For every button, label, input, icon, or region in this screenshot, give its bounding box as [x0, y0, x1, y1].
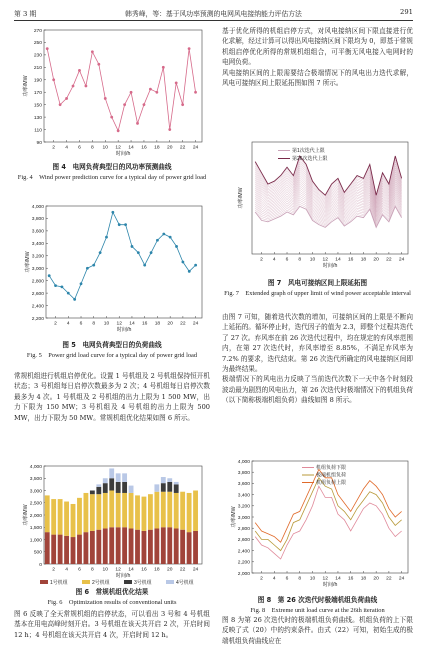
y-tick-label: 190: [33, 78, 42, 84]
x-tick-label: 22: [179, 145, 186, 151]
data-point: [150, 251, 153, 254]
bar-segment: [64, 502, 69, 536]
bar-segment: [45, 532, 50, 564]
y-axis-label: 功率/MW: [23, 504, 29, 526]
data-point: [175, 245, 178, 248]
bar-segment: [122, 482, 127, 493]
x-tick-label: 16: [141, 321, 148, 327]
x-axis-label: 时间/h: [322, 582, 338, 588]
y-tick-label: 90: [36, 140, 42, 146]
x-tick-label: 24: [192, 567, 199, 573]
x-tick-label: 12: [116, 321, 122, 327]
bar-segment: [142, 497, 147, 531]
data-point: [59, 103, 62, 106]
x-tick-label: 10: [102, 145, 108, 151]
bar-segment: [103, 528, 108, 564]
data-point: [162, 66, 165, 69]
running-title: 韩秀峰，等：基于风功率预测的电网风电接纳能力评估方法: [125, 10, 302, 18]
bar-segment: [174, 482, 179, 484]
left-paragraph-2: [14, 609, 210, 640]
data-point: [65, 97, 68, 100]
x-tick-label: 22: [179, 567, 186, 573]
series-line-0: [255, 486, 401, 559]
bar-segment: [103, 483, 108, 493]
data-point: [175, 81, 178, 84]
data-point: [131, 245, 134, 248]
data-point: [91, 50, 94, 53]
bar-segment: [122, 493, 127, 527]
data-point: [86, 267, 89, 270]
x-tick-label: 24: [192, 145, 199, 151]
y-tick-label: 110: [34, 128, 42, 134]
bar-segment: [90, 531, 95, 564]
x-tick-label: 6: [78, 145, 81, 151]
header-rule: [14, 20, 413, 21]
data-point: [149, 88, 152, 91]
x-tick-label: 4: [272, 257, 276, 263]
left-paragraph-1: [14, 371, 210, 423]
data-point: [130, 91, 133, 94]
bar-segment: [135, 530, 140, 564]
y-tick-label: 4,000: [31, 204, 44, 210]
x-tick-label: 10: [103, 321, 110, 327]
x-tick-label: 12: [115, 567, 121, 573]
y-tick-label: 3,600: [31, 229, 44, 235]
x-tick-label: 4: [65, 567, 68, 573]
y-tick-label: 3,400: [237, 493, 250, 499]
page-number: 291: [400, 8, 413, 16]
bar-segment: [154, 484, 159, 491]
bar-segment: [116, 473, 121, 482]
y-tick-label: 2,600: [237, 538, 250, 544]
legend-swatch: [40, 580, 48, 584]
bar-segment: [180, 530, 185, 564]
x-tick-label: 2: [54, 321, 57, 327]
fig4-chart: [14, 24, 210, 162]
y-tick-label: 1,000: [29, 538, 42, 544]
bar-segment: [71, 504, 76, 537]
x-tick-label: 24: [192, 321, 199, 327]
x-tick-label: 6: [285, 257, 289, 263]
fig6-caption: [14, 588, 210, 607]
x-tick-label: 22: [386, 257, 392, 263]
y-tick-label: 4,000: [237, 459, 250, 465]
data-point: [181, 103, 184, 106]
fig8-caption: [222, 596, 413, 615]
bar-segment: [84, 532, 89, 564]
y-tick-label: 3,200: [237, 504, 250, 510]
right-para-2: 风电接纳区间的上限需要结合极端情况下的风电出力迭代求解，风电可接纳区间上限延拓图如图 7 所示。: [222, 68, 413, 88]
fig6-caption-en: Fig. 6 Optimization results of conventional units: [47, 598, 177, 606]
right-para-4: 极端情况下的风电出力反映了当前迭代次数下一天中各个时刻段波动最为剧烈的风电出力，第 26 次迭代时极端情况下的机组负荷（以下简称极端机组负荷）曲线如图 8 所示。: [222, 375, 413, 405]
fig4-caption: [14, 163, 210, 182]
bar-segment: [129, 528, 134, 564]
data-point: [85, 85, 88, 88]
issue-number: 第 3 期: [14, 10, 37, 18]
bar-segment: [161, 477, 166, 483]
bar-segment: [122, 473, 127, 482]
x-tick-label: 2: [260, 257, 263, 263]
bar-segment: [193, 531, 198, 564]
bar-segment: [116, 527, 121, 564]
plot-frame: [46, 206, 202, 318]
data-point: [46, 47, 49, 50]
x-tick-label: 4: [272, 576, 276, 582]
data-point: [188, 270, 191, 273]
legend-swatch: [124, 580, 132, 584]
bar-segment: [148, 494, 153, 530]
y-tick-label: 3,000: [29, 489, 42, 495]
bar-segment: [90, 491, 95, 495]
y-tick-label: 0: [39, 562, 42, 568]
bar-segment: [174, 484, 179, 493]
bar-segment: [77, 535, 82, 564]
bar-segment: [77, 498, 82, 535]
bar-segment: [187, 493, 192, 532]
x-tick-label: 8: [91, 567, 94, 573]
bar-segment: [45, 495, 50, 532]
bar-segment: [161, 483, 166, 492]
x-axis-label: 时间/h: [115, 573, 131, 579]
right-paragraph-group-3: [222, 615, 413, 655]
legend-label: 机组负荷下限: [316, 465, 347, 471]
bar-segment: [103, 493, 108, 529]
data-point: [80, 282, 83, 285]
legend-label: 第1次迭代上限: [292, 148, 325, 154]
y-tick-label: 2,800: [31, 279, 44, 285]
fig6-chart: [14, 460, 210, 590]
bar-segment: [142, 531, 147, 564]
legend-swatch: [166, 580, 174, 584]
data-point: [143, 264, 146, 267]
y-tick-label: 3,600: [237, 482, 250, 488]
fig5-chart: [14, 200, 210, 338]
y-tick-label: 170: [33, 91, 42, 97]
bar-segment: [161, 492, 166, 528]
data-point: [162, 233, 165, 236]
x-tick-label: 18: [360, 576, 367, 582]
data-point: [54, 284, 57, 287]
left-para-1: 常规机组进行机组启停优化。设置 1 号机组及 2 号机组保持恒开机状态；3 号机组每日启停次数最多为 2 次；4 号机组每日启停次数最多为 4 次。1 号机组及 2 号机组的出力上限为 1 500 MW，出力下限为 150 MW；3 号机组及 4 号机组的出力上限为 500 MW，出力下限为 50 MW。常规机组优化结果如图 6 所示。: [14, 372, 210, 422]
y-tick-label: 210: [33, 66, 42, 72]
x-tick-label: 18: [154, 145, 160, 151]
x-tick-label: 18: [360, 257, 367, 263]
bar-segment: [109, 468, 114, 478]
bar-segment: [96, 487, 101, 494]
bar-segment: [129, 486, 134, 493]
y-tick-label: 2,600: [31, 291, 44, 297]
x-tick-label: 12: [322, 576, 328, 582]
y-axis-label: 功率/MW: [238, 187, 244, 209]
fig5-caption: [14, 341, 210, 360]
x-tick-label: 14: [335, 257, 341, 263]
bar-segment: [58, 535, 63, 564]
bar-segment: [193, 491, 198, 531]
y-tick-label: 2,400: [237, 549, 250, 555]
right-paragraph-group-2: [222, 312, 413, 406]
fig8-caption-en: Fig. 8 Extreme unit load curve at the 26th iteration: [250, 606, 385, 614]
legend-swatch: [82, 580, 90, 584]
series-line-0: [47, 49, 195, 131]
y-tick-label: 3,400: [31, 242, 44, 248]
y-tick-label: 130: [33, 115, 42, 121]
legend-label: 极端机组负荷: [316, 472, 347, 479]
x-tick-label: 24: [398, 257, 405, 263]
y-axis-label: 功率/MW: [231, 506, 237, 528]
y-axis-label: 功率/MW: [23, 75, 29, 97]
fig7-caption-en: Fig. 7 Extended graph of upper limit of wind power acceptable interval: [224, 289, 411, 297]
data-point: [105, 236, 108, 239]
bar-segment: [51, 499, 56, 535]
x-tick-label: 16: [141, 145, 147, 151]
right-para-1: 基于优化所得的机组启停方式，对风电接纳区间下限直接进行优化求解，经过计算可以得出风电接纳区间下限均为 0，即基于常规机组启停优化所得的常规机组组合，可平衡无风电接入电网时的电网负荷。: [222, 27, 413, 67]
fig7-caption: [222, 279, 413, 298]
data-point: [168, 128, 171, 131]
bar-segment: [167, 527, 172, 564]
x-tick-label: 8: [298, 257, 302, 263]
data-point: [99, 251, 102, 254]
data-point: [124, 223, 127, 226]
data-point: [137, 251, 140, 254]
data-point: [194, 264, 197, 267]
x-tick-label: 8: [91, 145, 94, 151]
right-para-3: 由图 7 可知，随着迭代次数的增加，可接纳区间的上限是不断向上延拓的。循环停止时，迭代因子的值为 2.3，即整个过程共迭代了 27 次。弃风率在前 26 次迭代过程中，均在规定的弃风率范围内，在第 27 次迭代时，弃风率增至 8.85%，不满足弃风率为 7.2% 的要求，迭代结束。第 26 次迭代所确定的风电接纳区间即为最终结果。: [222, 313, 413, 374]
y-tick-label: 2,000: [29, 513, 42, 519]
data-point: [61, 285, 64, 288]
data-point: [194, 91, 197, 94]
bar-segment: [161, 527, 166, 564]
fig8-caption-zh: 图 8 第 26 次迭代时极端机组负荷曲线: [257, 596, 378, 604]
x-tick-label: 14: [128, 145, 134, 151]
bar-segment: [116, 493, 121, 527]
y-tick-label: 3,800: [237, 471, 250, 476]
x-tick-label: 10: [309, 257, 316, 263]
x-tick-label: 6: [78, 567, 81, 573]
bar-segment: [64, 536, 69, 564]
data-point: [181, 261, 184, 264]
data-point: [67, 292, 70, 295]
x-tick-label: 16: [141, 567, 147, 573]
plot-frame: [252, 142, 408, 254]
x-tick-label: 12: [115, 145, 121, 151]
bar-segment: [51, 535, 56, 564]
x-tick-label: 20: [167, 321, 173, 327]
bar-segment: [96, 530, 101, 564]
x-tick-label: 4: [66, 321, 70, 327]
bar-segment: [167, 482, 172, 492]
x-tick-label: 6: [79, 321, 83, 327]
y-tick-label: 3,800: [31, 217, 44, 223]
y-tick-label: 3,000: [31, 267, 44, 273]
data-point: [136, 122, 139, 125]
bar-segment: [187, 532, 192, 564]
fig4-caption-zh: 图 4 电网负荷典型日的风功率预测曲线: [52, 163, 172, 171]
x-tick-label: 20: [373, 257, 379, 263]
y-tick-label: 150: [33, 103, 42, 109]
data-point: [123, 103, 126, 106]
bar-segment: [109, 527, 114, 564]
y-tick-label: 2,400: [31, 304, 44, 310]
x-tick-label: 16: [347, 576, 354, 582]
x-tick-label: 18: [154, 567, 160, 573]
bar-segment: [174, 493, 179, 529]
bar-segment: [116, 482, 121, 493]
y-tick-label: 500: [33, 550, 42, 556]
fig4-caption-en: Fig. 4 Wind power prediction curve for a typical day of power grid load: [17, 173, 207, 181]
data-point: [52, 78, 55, 81]
bar-segment: [180, 492, 185, 530]
x-tick-label: 8: [298, 576, 302, 582]
data-point: [110, 116, 113, 119]
data-point: [155, 91, 158, 94]
legend-label: 2号机组: [92, 580, 110, 586]
x-tick-label: 20: [373, 576, 379, 582]
x-tick-label: 20: [167, 145, 173, 151]
data-point: [73, 298, 76, 301]
data-point: [97, 63, 100, 66]
fig8-chart: [222, 455, 413, 595]
bar-segment: [84, 493, 89, 532]
x-tick-label: 14: [129, 321, 135, 327]
x-tick-label: 18: [154, 321, 161, 327]
x-tick-label: 14: [335, 576, 341, 582]
x-tick-label: 16: [347, 257, 354, 263]
bar-segment: [90, 494, 95, 531]
x-tick-label: 8: [92, 321, 96, 327]
bar-segment: [103, 478, 108, 483]
bar-segment: [129, 493, 134, 529]
bar-segment: [96, 484, 101, 486]
x-axis-label: 时间/h: [115, 151, 131, 157]
data-point: [117, 129, 120, 132]
legend-label: 3号机组: [134, 580, 152, 586]
x-tick-label: 6: [285, 576, 289, 582]
series-line-0: [49, 212, 195, 299]
y-tick-label: 230: [33, 53, 42, 59]
x-tick-label: 20: [167, 567, 173, 573]
data-point: [78, 69, 81, 72]
bar-segment: [122, 527, 127, 564]
y-tick-label: 2,200: [31, 316, 44, 322]
bar-segment: [167, 478, 172, 482]
bar-segment: [96, 494, 101, 530]
bar-segment: [109, 491, 114, 528]
data-point: [143, 103, 146, 106]
fig5-caption-en: Fig. 5 Power grid load curve for a typical day of power grid load: [26, 351, 198, 359]
data-point: [188, 47, 191, 50]
x-tick-label: 2: [52, 567, 56, 573]
y-tick-label: 1,500: [29, 526, 42, 532]
y-tick-label: 270: [33, 28, 42, 34]
y-tick-label: 3,000: [237, 515, 250, 521]
x-tick-label: 22: [180, 321, 186, 327]
y-tick-label: 2,800: [237, 527, 250, 532]
x-tick-label: 2: [52, 145, 56, 151]
fig7-chart: [222, 136, 413, 276]
legend-label: 1号机组: [50, 580, 68, 586]
y-axis-label: 功率/MW: [25, 251, 31, 273]
series-line-1: [255, 478, 401, 551]
y-tick-label: 2,000: [237, 571, 250, 577]
data-point: [169, 236, 172, 239]
bar-segment: [58, 499, 63, 535]
bar-segment: [154, 528, 159, 564]
data-point: [118, 223, 121, 226]
y-tick-label: 250: [33, 41, 42, 47]
bar-segment: [109, 478, 114, 490]
bar-segment: [71, 537, 76, 564]
data-point: [156, 239, 159, 242]
plot-frame: [44, 30, 202, 142]
x-axis-label: 时间/h: [322, 263, 338, 269]
fig6-caption-zh: 图 6 常规机组优化结果: [75, 588, 149, 596]
data-point: [72, 85, 75, 88]
x-tick-label: 2: [260, 576, 263, 582]
legend-label: 4号机组: [176, 580, 194, 586]
bar-segment: [148, 530, 153, 564]
bar-segment: [174, 528, 179, 564]
data-point: [104, 97, 107, 100]
x-tick-label: 4: [65, 145, 68, 151]
x-tick-label: 14: [128, 567, 134, 573]
x-tick-label: 10: [309, 576, 316, 582]
x-tick-label: 10: [102, 567, 108, 573]
legend-label: 第26次迭代上限: [292, 156, 328, 162]
x-tick-label: 24: [398, 576, 405, 582]
fig5-caption-zh: 图 5 电网负荷典型日的负荷曲线: [62, 341, 162, 349]
bar-segment: [154, 492, 159, 529]
bar-segment: [135, 495, 140, 529]
y-tick-label: 4,000: [29, 464, 42, 470]
bar-segment: [167, 492, 172, 528]
fig7-caption-zh: 图 7 风电可接纳区间上限延拓图: [267, 279, 368, 287]
data-point: [48, 274, 51, 277]
data-point: [111, 211, 114, 214]
y-tick-label: 2,200: [237, 560, 250, 566]
right-paragraph-group-1: [222, 26, 413, 88]
data-point: [92, 264, 95, 267]
y-tick-label: 2,500: [29, 501, 42, 507]
x-axis-label: 时间/h: [116, 327, 132, 333]
left-para-2: 图 6 反映了全天常规机组的启停状态，可以看出 3 号和 4 号机组基本在用电高峰时刻开启。3 号机组在该天共开启 2 次，开启时间 12 h；4 号机组在该天共开启 4 次，开启时间 12 h。: [14, 610, 210, 639]
running-header: [0, 6, 427, 20]
x-tick-label: 12: [322, 257, 328, 263]
y-tick-label: 3,500: [29, 477, 42, 483]
x-tick-label: 22: [386, 576, 392, 582]
legend-label: 机组负荷上限: [316, 480, 347, 486]
right-para-5: 图 8 为第 26 次迭代时的极端机组负荷曲线。机组负荷的上下限反映了式（20）中的约束条件。由式（22）可知，初始生成的极端机组负荷曲线应在: [222, 616, 413, 645]
y-tick-label: 3,200: [31, 254, 44, 260]
